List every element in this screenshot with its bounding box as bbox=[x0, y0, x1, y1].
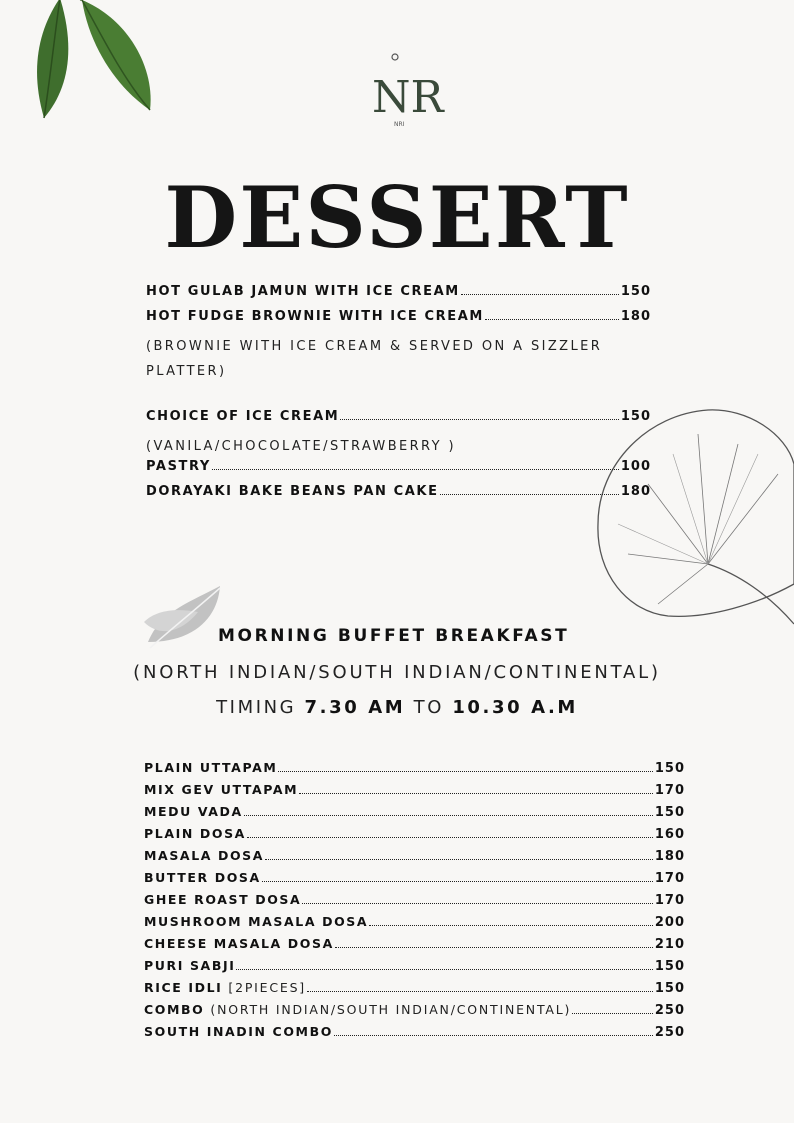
menu-item: CHEESE MASALA DOSA 210 bbox=[144, 936, 685, 952]
menu-item: PURI SABJI 150 bbox=[144, 958, 685, 974]
breakfast-list bbox=[144, 760, 685, 1046]
grey-leaf-icon bbox=[140, 582, 230, 654]
menu-item: DORAYAKI BAKE BEANS PAN CAKE 180 bbox=[146, 484, 651, 499]
menu-item: HOT GULAB JAMUN WITH ICE CREAM 150 bbox=[146, 284, 651, 299]
menu-item: RICE IDLI [2PIECES] 150 bbox=[144, 980, 685, 996]
menu-item: MUSHROOM MASALA DOSA 200 bbox=[144, 914, 685, 930]
menu-item: MEDU VADA 150 bbox=[144, 804, 685, 820]
item-note: (VANILA/CHOCOLATE/STRAWBERRY ) bbox=[146, 439, 456, 454]
menu-item: HOT FUDGE BROWNIE WITH ICE CREAM 180 bbox=[146, 309, 651, 324]
green-leaves-decoration bbox=[20, 0, 160, 135]
brand-logo bbox=[366, 50, 444, 130]
item-note: (BROWNIE WITH ICE CREAM & SERVED ON A SIZZLER bbox=[146, 339, 603, 354]
menu-item: COMBO (NORTH INDIAN/SOUTH INDIAN/CONTINENTAL) 250 bbox=[144, 1002, 685, 1018]
breakfast-timing: TIMING 7.30 AM TO 10.30 A.M bbox=[216, 697, 578, 718]
menu-item: PASTRY 100 bbox=[146, 459, 651, 474]
item-note: PLATTER) bbox=[146, 364, 227, 379]
menu-item: GHEE ROAST DOSA 170 bbox=[144, 892, 685, 908]
menu-item: PLAIN UTTAPAM 150 bbox=[144, 760, 685, 776]
menu-item: CHOICE OF ICE CREAM 150 bbox=[146, 409, 651, 424]
page-title: DESSERT bbox=[164, 168, 630, 267]
menu-item: MASALA DOSA 180 bbox=[144, 848, 685, 864]
logo-caption: NRI bbox=[394, 121, 405, 128]
menu-item: MIX GEV UTTAPAM 170 bbox=[144, 782, 685, 798]
breakfast-title: MORNING BUFFET BREAKFAST bbox=[218, 626, 570, 646]
logo-monogram: NR bbox=[372, 72, 444, 123]
menu-item: SOUTH INADIN COMBO 250 bbox=[144, 1024, 685, 1040]
menu-item: BUTTER DOSA 170 bbox=[144, 870, 685, 886]
breakfast-subtitle: (NORTH INDIAN/SOUTH INDIAN/CONTINENTAL) bbox=[133, 662, 661, 683]
menu-item: PLAIN DOSA 160 bbox=[144, 826, 685, 842]
dessert-section bbox=[146, 284, 651, 509]
